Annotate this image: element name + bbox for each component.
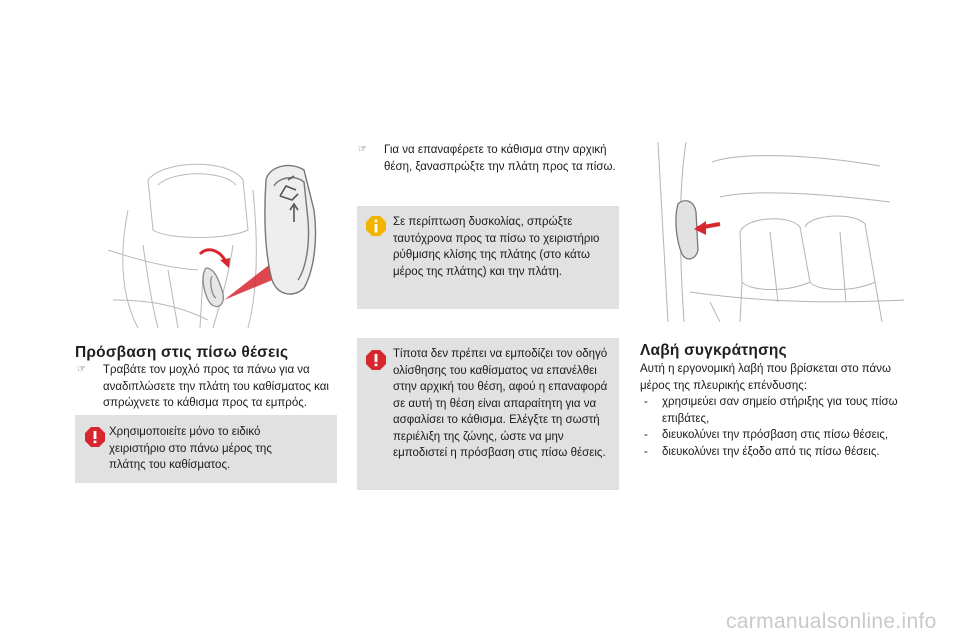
finger-pointer-icon: ☞ — [77, 364, 86, 375]
list-dash: - — [644, 396, 648, 408]
warning-icon — [85, 427, 105, 453]
list-item-text: διευκολύνει την έξοδο από τις πίσω θέσεις. — [662, 445, 880, 458]
seat-lever-illustration — [108, 150, 340, 328]
info-icon — [366, 216, 386, 242]
bullet-restore-seat — [358, 142, 620, 175]
warning-middle-text: Τίποτα δεν πρέπει να εμποδίζει τον οδηγό ολίσθησης του καθίσματος να επανέλθει στην αρχική του θέση, αφού η επαναφορά σε αυτή τη θέση είναι απαραίτητη για να ασφαλίσει το κάθισμα. Ελέγξτε τη σωστή περιέλιξη της ζώνης, ώστε να μην εμποδιστεί η πρόσβαση στις πίσω θέσεις. — [393, 348, 608, 459]
warning-left-text: Χρησιμοποιείτε μόνο το ειδικό χειριστήριο στο πάνω μέρος της πλάτης του καθίσματος. — [109, 426, 272, 471]
warning-box-left — [75, 415, 337, 483]
section-heading-rear-access: Πρόσβαση στις πίσω θέσεις — [75, 344, 289, 361]
list-item — [640, 427, 905, 444]
list-item — [640, 444, 905, 461]
bullet-fold-seat-text: Τραβάτε τον μοχλό προς τα πάνω για να αναδιπλώσετε την πλάτη του καθίσματος και σπρώχνετε το κάθισμα προς τα εμπρός. — [103, 364, 329, 409]
grab-handle-illustration — [650, 142, 904, 322]
list-item-text: διευκολύνει την πρόσβαση στις πίσω θέσεις, — [662, 429, 889, 441]
finger-pointer-icon: ☞ — [358, 144, 367, 155]
bullet-fold-seat — [77, 362, 342, 412]
list-item — [640, 394, 905, 427]
warning-icon — [366, 350, 386, 376]
list-dash: - — [644, 445, 648, 458]
watermark: carmanualsonline.info — [726, 610, 937, 633]
grab-handle-description — [640, 361, 905, 460]
grab-handle-intro: Αυτή η εργονομική λαβή που βρίσκεται στο πάνω μέρος της πλευρικής επένδυσης: — [640, 363, 891, 392]
section-heading-grab-handle: Λαβή συγκράτησης — [640, 342, 787, 359]
info-box — [357, 206, 619, 309]
list-dash: - — [644, 429, 648, 441]
info-text: Σε περίπτωση δυσκολίας, σπρώξτε ταυτόχρονα προς τα πίσω το χειριστήριο ρύθμισης κλίσης της πλάτης (στο κάτω μέρος της πλάτης) και την πλάτη. — [393, 216, 600, 278]
list-item-text: χρησιμεύει σαν σημείο στήριξης για τους πίσω επιβάτες, — [662, 396, 898, 425]
warning-box-middle — [357, 338, 619, 490]
bullet-restore-seat-text: Για να επαναφέρετε το κάθισμα στην αρχική θέση, ξανασπρώξτε την πλάτη προς τα πίσω. — [384, 144, 616, 173]
